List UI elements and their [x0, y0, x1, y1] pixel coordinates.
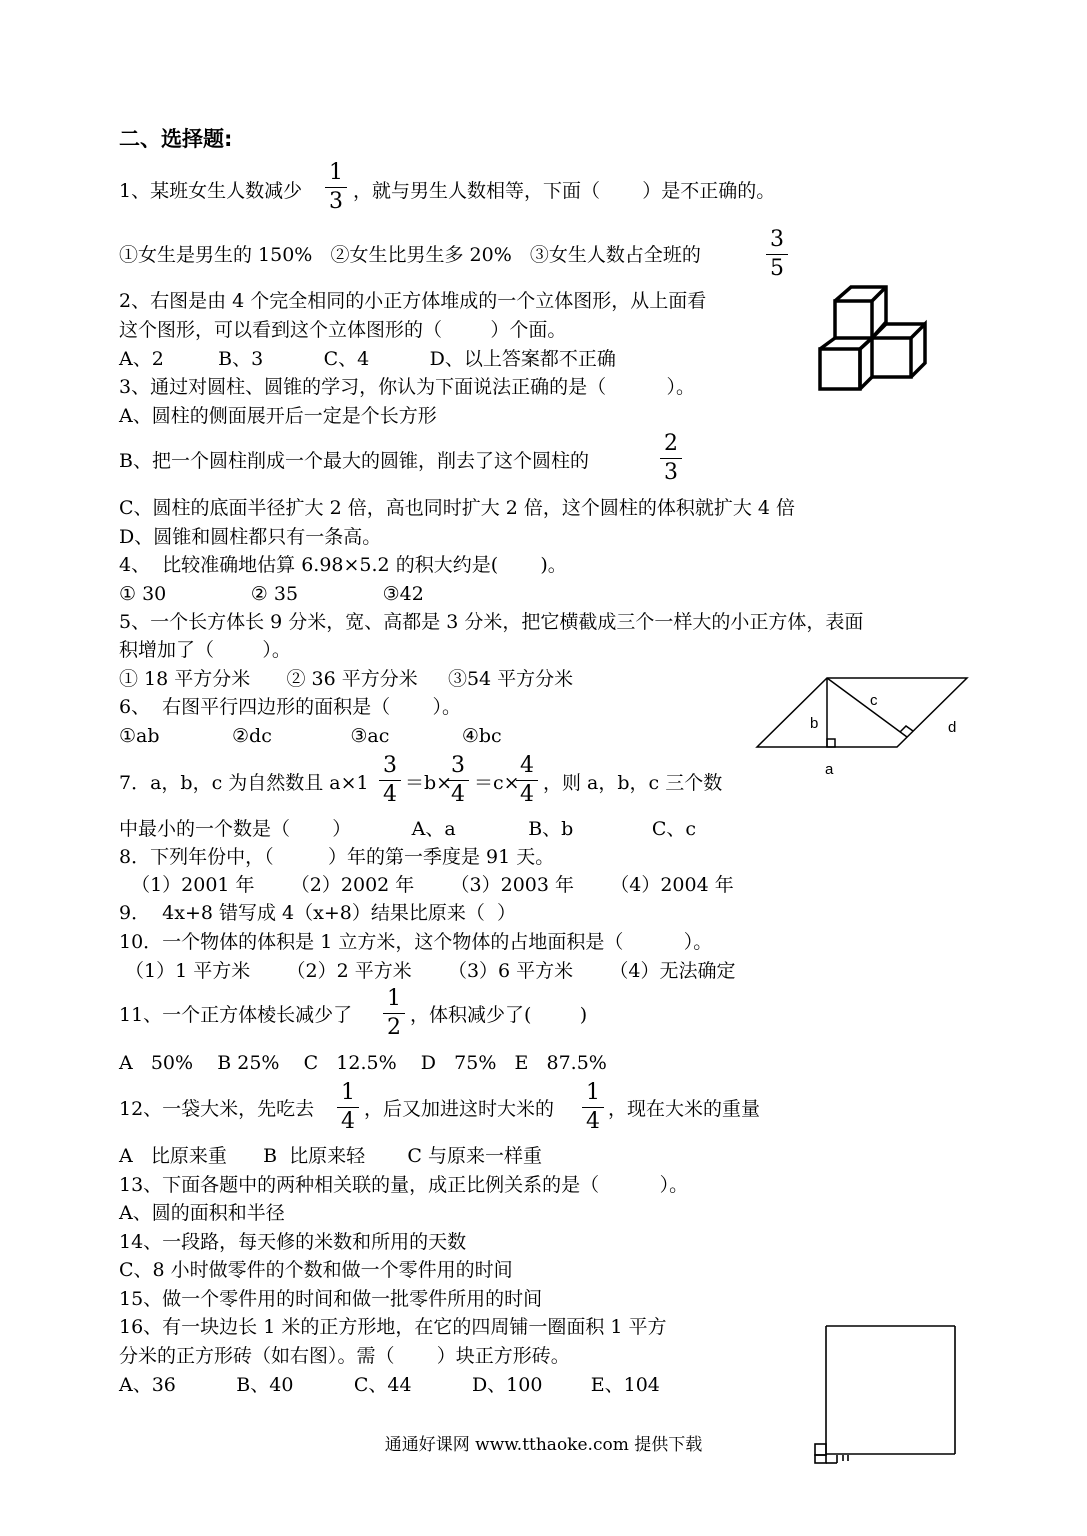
q12-f2-num: 1: [586, 1080, 600, 1105]
q16-line2: 分米的正方形砖（如右图）。需（ ）块正方形砖。: [119, 1345, 570, 1367]
q12-f1-den: 4: [341, 1109, 355, 1134]
q2-options: A、2 B、3 C、4 D、以上答案都不正确: [119, 348, 616, 370]
label-c: c: [870, 692, 878, 709]
q10-line1: 10．一个物体的体积是 1 立方米，这个物体的占地面积是（ ）。: [119, 931, 713, 953]
q7-line2: 中最小的一个数是（ ） A、a B、b C、c: [119, 818, 697, 840]
q1-options: ①女生是男生的 150% ②女生比男生多 20% ③女生人数占全班的: [119, 244, 701, 266]
q3-line1: 3、通过对圆柱、圆锥的学习，你认为下面说法正确的是（ ）。: [119, 376, 695, 398]
footer-credit: 通通好课网 www.tthaoke.com 提供下载: [384, 1435, 703, 1455]
q11-options: A 50% B 25% C 12.5% D 75% E 87.5%: [119, 1052, 607, 1074]
q12-fraction-2: [582, 1082, 604, 1133]
q4-line1: 4、 比较准确地估算 6.98×5.2 的积大约是( )。: [119, 554, 567, 576]
q7-mid2: ＝c×: [474, 772, 520, 794]
q3-option-a: A、圆柱的侧面展开后一定是个长方形: [119, 405, 437, 427]
q3-option-b-fraction: [660, 433, 682, 484]
q5-line2: 积增加了（ ）。: [119, 639, 291, 661]
q1-text-pre: 1、某班女生人数减少: [119, 180, 303, 202]
q9-line1: 9． 4x+8 错写成 4（x+8）结果比原来（ ）: [119, 902, 516, 924]
q7-fraction-3: [516, 755, 538, 806]
q1-fraction-den: 3: [329, 189, 343, 214]
q15-line1: 15、做一个零件用的时间和做一批零件所用的时间: [119, 1288, 543, 1310]
cube-stack-figure: [815, 283, 935, 393]
q7-f3-num: 4: [520, 753, 534, 778]
q12-f1-num: 1: [341, 1080, 355, 1105]
q16-line1: 16、有一块边长 1 米的正方形地，在它的四周铺一圈面积 1 平方: [119, 1316, 667, 1338]
q10-options: （1）1 平方米 （2）2 平方米 （3）6 平方米 （4）无法确定: [119, 960, 736, 982]
q12-options: A 比原来重 B 比原来轻 C 与原来一样重: [119, 1145, 542, 1167]
q5-line1: 5、一个长方体长 9 分米，宽、高都是 3 分米，把它横截成三个一样大的小正方体，表面: [119, 611, 864, 633]
q3-fraction-num: 2: [664, 431, 678, 456]
q13-line1: 13、下面各题中的两种相关联的量，成正比例关系的是（ ）。: [119, 1174, 689, 1196]
q12-fraction-1: [337, 1082, 359, 1133]
q1-option-fraction-num: 3: [770, 227, 784, 252]
q14-option-c: C、8 小时做零件的个数和做一个零件用的时间: [119, 1259, 513, 1281]
q11-fraction: [383, 988, 405, 1039]
q16-options: A、36 B、40 C、44 D、100 E、104: [119, 1374, 660, 1396]
q1-stem: [119, 182, 302, 201]
q3-option-b: B、把一个圆柱削成一个最大的圆锥，削去了这个圆柱的: [119, 450, 589, 472]
q2-line1: 2、右图是由 4 个完全相同的小正方体堆成的一个立体图形，从上面看: [119, 290, 707, 312]
q1-fraction-num: 1: [329, 160, 343, 185]
q3-option-d: D、圆锥和圆柱都只有一条高。: [119, 526, 382, 548]
label-b: b: [810, 715, 819, 732]
q13-option-a: A、圆的面积和半径: [119, 1202, 285, 1224]
q7-mid1: ＝b×: [405, 772, 453, 794]
q12-pre: 12、一袋大米，先吃去: [119, 1098, 315, 1120]
q7-fraction-1: [379, 755, 401, 806]
q1-fraction: [325, 162, 347, 213]
q12-mid: ，后又加进这时大米的: [364, 1098, 555, 1120]
q1-option-fraction-den: 5: [770, 256, 784, 281]
q7-f1-den: 4: [383, 782, 397, 807]
q8-line1: 8．下列年份中，（ ）年的第一季度是 91 天。: [119, 846, 555, 868]
q12-f2-den: 4: [586, 1109, 600, 1134]
q7-fraction-2: [447, 755, 469, 806]
q11-fraction-den: 2: [387, 1015, 401, 1040]
q12-post: ，现在大米的重量: [608, 1098, 761, 1120]
parallelogram-figure: [750, 670, 980, 780]
q7-f3-den: 4: [520, 782, 534, 807]
q7-f2-num: 3: [451, 753, 465, 778]
q1-text-post: ，就与男生人数相等，下面（ ）是不正确的。: [353, 180, 776, 202]
q3-option-c: C、圆柱的底面半径扩大 2 倍，高也同时扩大 2 倍，这个圆柱的体积就扩大 4 倍: [119, 497, 796, 519]
q6-line1: 6、 右图平行四边形的面积是（ ）。: [119, 696, 461, 718]
q6-options: ①ab ②dc ③ac ④bc: [119, 725, 502, 747]
label-a: a: [825, 761, 834, 778]
label-d: d: [948, 719, 957, 736]
q2-line2: 这个图形，可以看到这个立体图形的（ ）个面。: [119, 319, 567, 341]
section-title: 二、选择题:: [119, 127, 233, 151]
q3-fraction-den: 3: [664, 460, 678, 485]
q11-pre: 11、一个正方体棱长减少了: [119, 1004, 353, 1026]
q1-option-fraction: [766, 229, 788, 280]
q7-f2-den: 4: [451, 782, 465, 807]
q7-pre: 7．a，b，c 为自然数且 a×1: [119, 772, 369, 794]
q7-post: ，则 a，b，c 三个数: [543, 772, 723, 794]
q5-options: ① 18 平方分米 ② 36 平方分米 ③54 平方分米: [119, 668, 574, 690]
q8-options: （1）2001 年 （2）2002 年 （3）2003 年 （4）2004 年: [119, 874, 734, 896]
q4-options: ① 30 ② 35 ③42: [119, 583, 424, 605]
q7-f1-num: 3: [383, 753, 397, 778]
q14-line1: 14、一段路，每天修的米数和所用的天数: [119, 1231, 467, 1253]
q11-post: ，体积减少了( ): [410, 1004, 588, 1026]
q11-fraction-num: 1: [387, 986, 401, 1011]
